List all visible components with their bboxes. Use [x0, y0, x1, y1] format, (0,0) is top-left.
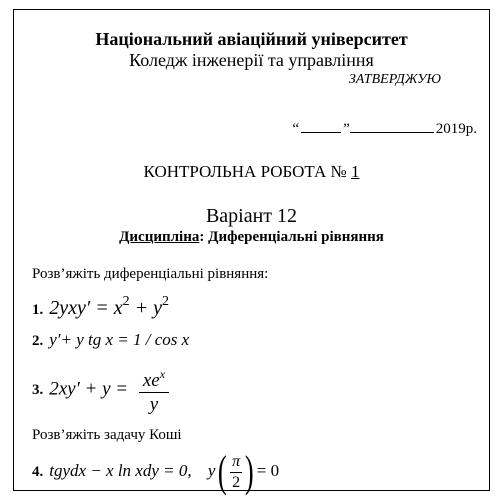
- college-name: Коледж інженерії та управління: [129, 50, 374, 70]
- date-open-quote: “: [292, 121, 300, 137]
- right-paren: ): [245, 447, 254, 496]
- university-name: Національний авіаційний університет: [95, 29, 408, 49]
- task-1: [32, 294, 169, 320]
- work-title-text: КОНТРОЛЬНА РОБОТА №: [143, 162, 351, 181]
- task-3-lhs: 2xy′ + y =: [49, 378, 133, 400]
- left-paren: (: [218, 447, 228, 496]
- task-number: 2.: [32, 333, 44, 349]
- section-heading-equations: Розв’яжіть диференціальні рівняння:: [32, 266, 269, 282]
- task-1-exponent-1: 2: [122, 294, 130, 309]
- variant-title: Варіант 12: [205, 205, 298, 227]
- pi-over-two-fraction: [230, 452, 242, 493]
- numerator-text: xe: [142, 370, 160, 391]
- pi-denominator: 2: [232, 473, 241, 491]
- approval-stamp-text: ЗАТВЕРДЖУЮ: [348, 72, 441, 87]
- task-4-initial-value: = 0: [256, 460, 280, 480]
- task-4: [32, 447, 280, 496]
- task-3: [32, 363, 169, 417]
- discipline-label: Дисципліна: [119, 229, 200, 245]
- approval-date-line: [292, 120, 477, 138]
- task-1-plus: + y: [129, 297, 163, 319]
- discipline-value: : Диференціальні рівняння: [199, 229, 384, 245]
- date-year: 2019р.: [435, 121, 477, 137]
- discipline-line: [14, 229, 489, 246]
- fraction-denominator: y: [149, 394, 159, 415]
- task-1-exponent-2: 2: [162, 294, 170, 309]
- task-3-fraction: [139, 363, 169, 417]
- date-month-blank: [350, 120, 434, 133]
- date-close-quote: ”: [343, 121, 350, 137]
- work-title: [14, 162, 489, 182]
- pi-numerator: π: [230, 452, 242, 473]
- numerator-exponent: x: [159, 367, 166, 381]
- task-number: 1.: [32, 302, 44, 318]
- work-number: 1: [350, 162, 360, 181]
- task-2-equation: y′+ y tg x = 1 / cos x: [49, 330, 190, 349]
- task-number: 3.: [32, 382, 44, 399]
- task-4-equation: tgydx − x ln xdy = 0,: [49, 460, 192, 480]
- task-2: [32, 330, 189, 350]
- date-day-blank: [301, 120, 341, 133]
- exam-sheet: [13, 9, 490, 496]
- fraction-numerator: [139, 363, 169, 393]
- task-1-lhs: 2yxy′ = x: [49, 297, 123, 319]
- section-heading-cauchy: Розв’яжіть задачу Коші: [32, 427, 182, 443]
- task-number: 4.: [32, 463, 44, 480]
- task-4-initial-y: y: [207, 460, 216, 480]
